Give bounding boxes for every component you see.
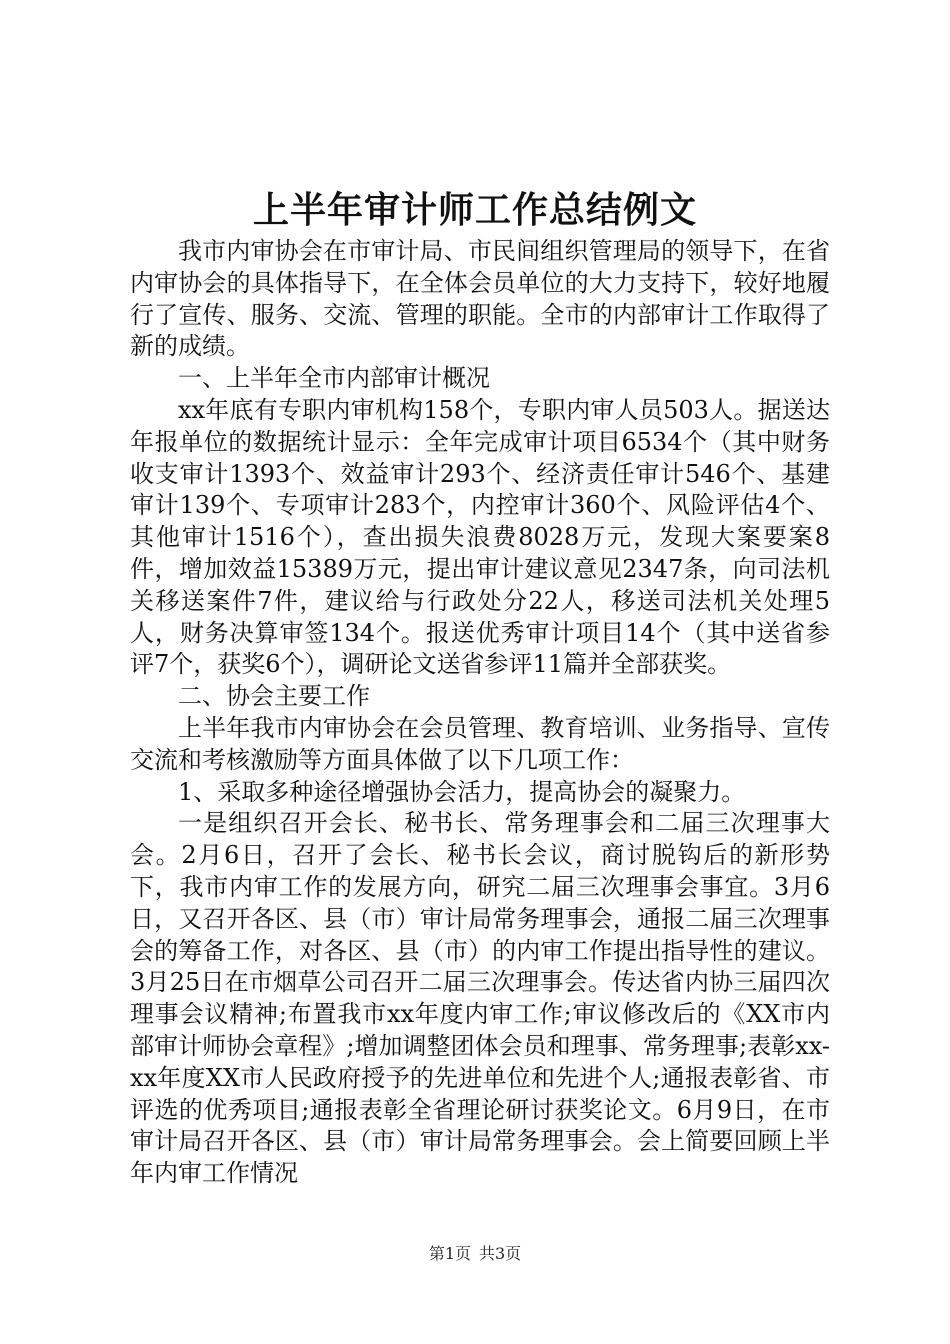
paragraph-work-summary: 上半年我市内审协会在会员管理、教育培训、业务指导、宣传交流和考核激励等方面具体做了以下几项工作： xyxy=(130,713,830,774)
paragraph-statistics: xx年底有专职内审机构158个，专职内审人员503人。据送达年报单位的数据统计显示：全年完成审计项目6534个（其中财务收支审计1393个、效益审计293个、经济责任审计546个、基建审计139个、专项审计283个，内控审计360个、风险评估4个、其他审计1516个），查出损失浪费8028万元，发现大案要案8件，增加效益15389万元，提出审计建议意见2347条，向司法机关移送案件7件，建议给与行政处分22人，移送司法机关处理5人，财务决算审签134个。报送优秀审计项目14个（其中送省参评7个，获奖6个），调研论文送省参评11篇并全部获奖。 xyxy=(130,395,830,679)
document-title: 上半年审计师工作总结例文 xyxy=(252,189,697,231)
document-body xyxy=(130,236,830,1190)
page-number: 第1页 xyxy=(428,1244,471,1263)
page-footer xyxy=(0,1244,950,1264)
paragraph-meetings: 一是组织召开会长、秘书长、常务理事会和二届三次理事大会。2月6日，召开了会长、秘书长会议，商讨脱钩后的新形势下，我市内审工作的发展方向，研究二届三次理事会事宜。3月6日，又召开各区、县（市）审计局常务理事会，通报二届三次理事会的筹备工作，对各区、县（市）的内审工作提出指导性的建议。3月25日在市烟草公司召开二届三次理事会。传达省内协三届四次理事会议精神;布置我市xx年度内审工作;审议修改后的《XX市内部审计师协会章程》;增加调整团体会员和理事、常务理事;表彰xx-xx年度XX市人民政府授予的先进单位和先进个人;通报表彰省、市评选的优秀项目;通报表彰全省理论研讨获奖论文。6月9日，在市审计局召开各区、县（市）审计局常务理事会。会上简要回顾上半年内审工作情况 xyxy=(130,809,830,1188)
section-heading-overview: 一、上半年全市内部审计概况 xyxy=(178,364,490,393)
paragraph-intro: 我市内审协会在市审计局、市民间组织管理局的领导下，在省内审协会的具体指导下，在全体会员单位的大力支持下，较好地履行了宣传、服务、交流、管理的职能。全市的内部审计工作取得了新的成绩。 xyxy=(130,237,830,361)
page-total: 共3页 xyxy=(479,1244,522,1263)
subheading-item-1: 1、采取多种途径增强协会活力，提高协会的凝聚力。 xyxy=(178,777,746,806)
section-heading-main-work: 二、协会主要工作 xyxy=(178,682,370,711)
